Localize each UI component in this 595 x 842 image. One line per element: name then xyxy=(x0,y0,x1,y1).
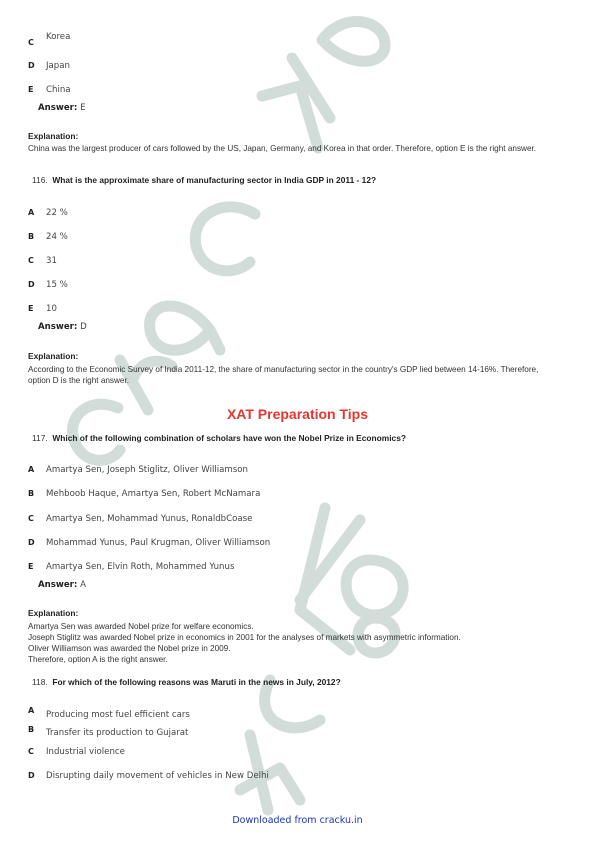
option-text: Mohammad Yunus, Paul Krugman, Oliver Williamson xyxy=(46,538,271,548)
option-letter: C xyxy=(28,256,34,265)
explanation-text xyxy=(28,621,558,665)
option-row-b[interactable] xyxy=(28,487,260,501)
answer-line xyxy=(38,580,86,590)
option-row-a[interactable] xyxy=(28,708,190,722)
question-118 xyxy=(32,677,341,687)
explanation-line: Oliver Williamson was awarded the Nobel prize in 2009. xyxy=(28,644,231,653)
option-text: Disrupting daily movement of vehicles in New Delhi xyxy=(46,771,269,781)
option-text: Amartya Sen, Elvin Roth, Mohammed Yunus xyxy=(46,562,235,572)
option-letter: B xyxy=(28,489,35,498)
option-row-d[interactable] xyxy=(28,769,269,783)
option-text: Mehboob Haque, Amartya Sen, Robert McNamara xyxy=(46,489,261,499)
option-row-c[interactable] xyxy=(28,30,71,47)
question-number: 117. xyxy=(32,433,48,443)
downloaded-from-link[interactable]: Downloaded from cracku.in xyxy=(232,815,363,826)
option-text: 24 % xyxy=(46,232,68,242)
question-number: 118. xyxy=(32,677,48,687)
option-row-b[interactable] xyxy=(28,726,188,740)
option-letter: C xyxy=(28,38,34,47)
option-letter: C xyxy=(28,747,34,756)
option-row-a[interactable] xyxy=(28,463,248,477)
explanation-heading: Explanation: xyxy=(28,131,79,141)
answer-value: E xyxy=(80,103,86,113)
option-letter: A xyxy=(28,465,35,474)
explanation-line: Therefore, option A is the right answer. xyxy=(28,655,168,664)
xat-preparation-tips-link[interactable]: XAT Preparation Tips xyxy=(226,406,369,422)
question-116 xyxy=(32,175,376,185)
option-letter: D xyxy=(28,538,35,547)
option-letter: A xyxy=(28,208,35,217)
answer-line xyxy=(38,103,86,113)
option-letter: E xyxy=(28,304,34,313)
option-row-b[interactable] xyxy=(28,230,68,244)
answer-label: Answer: xyxy=(38,322,78,332)
option-row-a[interactable] xyxy=(28,206,68,220)
option-letter: D xyxy=(28,771,35,780)
option-letter: E xyxy=(28,85,34,94)
explanation-text: China was the largest producer of cars followed by the US, Japan, Germany, and Korea in that order. Therefore, option E is the right answer. xyxy=(28,144,537,153)
explanation-line: Amartya Sen was awarded Nobel prize for welfare economics. xyxy=(28,622,254,631)
option-text: Producing most fuel efficient cars xyxy=(46,710,190,720)
explanation-heading: Explanation: xyxy=(28,351,79,361)
option-letter: D xyxy=(28,280,35,289)
option-letter: A xyxy=(28,706,35,715)
option-text: Industrial violence xyxy=(46,747,125,757)
option-letter: E xyxy=(28,562,34,571)
question-text: What is the approximate share of manufacturing sector in India GDP in 2011 - 12? xyxy=(52,175,377,185)
option-text: China xyxy=(46,85,71,95)
option-text: Amartya Sen, Joseph Stiglitz, Oliver Williamson xyxy=(46,465,248,475)
option-row-d[interactable] xyxy=(28,59,70,73)
question-117 xyxy=(32,433,406,443)
answer-label: Answer: xyxy=(38,103,78,113)
option-text: Amartya Sen, Mohammad Yunus, RonaldbCoase xyxy=(46,514,253,524)
question-text: Which of the following combination of scholars have won the Nobel Prize in Economics? xyxy=(52,433,406,443)
option-text: 15 % xyxy=(46,280,68,290)
option-row-c[interactable] xyxy=(28,254,57,268)
option-letter: D xyxy=(28,61,35,70)
option-row-c[interactable] xyxy=(28,745,125,759)
option-text: 10 xyxy=(46,304,57,314)
option-text: 22 % xyxy=(46,208,68,218)
option-text: Transfer its production to Gujarat xyxy=(46,728,189,738)
answer-value: A xyxy=(80,580,86,590)
answer-value: D xyxy=(80,322,87,332)
option-text: Korea xyxy=(46,32,71,42)
option-letter: C xyxy=(28,514,34,523)
option-text: 31 xyxy=(46,256,57,266)
question-number: 116. xyxy=(32,175,48,185)
option-row-e[interactable] xyxy=(28,83,71,97)
option-row-d[interactable] xyxy=(28,536,270,550)
explanation-heading: Explanation: xyxy=(28,608,79,618)
option-row-e[interactable] xyxy=(28,560,234,574)
explanation-text: According to the Economic Survey of India 2011-12, the share of manufacturing sector in the country's GDP lied between 14-16%. Therefore, option D is the right answer. xyxy=(28,365,539,385)
option-letter: B xyxy=(28,725,35,734)
answer-line xyxy=(38,322,87,332)
option-row-c[interactable] xyxy=(28,512,252,526)
option-row-d[interactable] xyxy=(28,278,68,292)
option-row-e[interactable] xyxy=(28,302,57,316)
explanation-line: Joseph Stiglitz was awarded Nobel prize in economics in 2001 for the analyses of markets with asymmetric information. xyxy=(28,633,461,642)
option-text: Japan xyxy=(46,61,70,71)
option-letter: B xyxy=(28,232,35,241)
question-text: For which of the following reasons was Maruti in the news in July, 2012? xyxy=(52,677,341,687)
answer-label: Answer: xyxy=(38,580,78,590)
